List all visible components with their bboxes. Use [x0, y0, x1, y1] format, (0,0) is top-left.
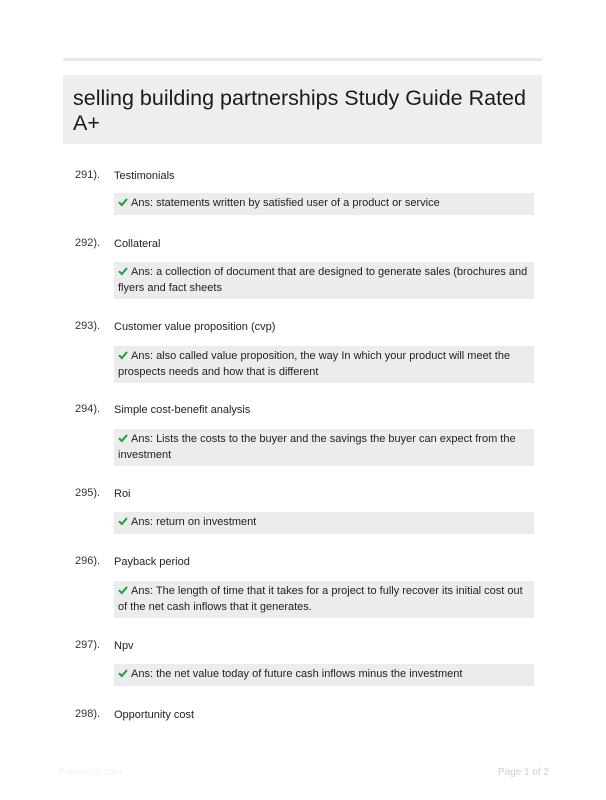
question-number: 298).	[75, 708, 101, 720]
question-number: 294).	[75, 403, 101, 415]
question-term: Simple cost-benefit analysis	[114, 404, 251, 416]
check-icon	[118, 516, 128, 526]
answer-text: Ans: Lists the costs to the buyer and the savings the buyer can expect from the investment	[118, 433, 516, 461]
answer-box	[114, 429, 534, 466]
question-term: Collateral	[114, 238, 161, 250]
answer-box	[114, 193, 534, 215]
answer-text: Ans: also called value proposition, the way In which your product will meet the prospects needs and how that is different	[118, 350, 511, 378]
answer-text: Ans: statements written by satisfied user of a product or service	[131, 197, 440, 209]
question-term: Roi	[114, 488, 131, 500]
question-number: 292).	[75, 237, 101, 249]
watermark: Papersbit.com	[58, 767, 122, 778]
check-icon	[118, 668, 128, 678]
answer-box	[114, 581, 534, 618]
check-icon	[118, 197, 128, 207]
page-title: selling building partnerships Study Guide Rated A+	[73, 86, 526, 135]
answer-box	[114, 512, 534, 534]
top-divider	[63, 58, 542, 61]
answer-text: Ans: The length of time that it takes for a project to fully recover its initial cost out of the net cash inflows that it generates.	[118, 585, 523, 613]
answer-box	[114, 664, 534, 686]
question-term: Customer value proposition (cvp)	[114, 321, 276, 333]
question-number: 293).	[75, 320, 101, 332]
question-term: Npv	[114, 640, 134, 652]
question-number: 296).	[75, 555, 101, 567]
answer-box	[114, 262, 534, 299]
answer-text: Ans: return on investment	[131, 516, 257, 528]
question-term: Payback period	[114, 556, 190, 568]
question-number: 297).	[75, 639, 101, 651]
answer-text: Ans: the net value today of future cash inflows minus the investment	[131, 668, 463, 680]
page-number: Page 1 of 2	[497, 767, 549, 778]
answer-text: Ans: a collection of document that are designed to generate sales (brochures and flyers and fact sheets	[118, 266, 528, 294]
question-term: Testimonials	[114, 170, 175, 182]
check-icon	[118, 266, 128, 276]
title-banner	[63, 75, 542, 144]
question-number: 291).	[75, 169, 101, 181]
question-term: Opportunity cost	[114, 709, 195, 721]
check-icon	[118, 585, 128, 595]
answer-box	[114, 346, 534, 383]
check-icon	[118, 350, 128, 360]
check-icon	[118, 433, 128, 443]
question-number: 295).	[75, 487, 101, 499]
